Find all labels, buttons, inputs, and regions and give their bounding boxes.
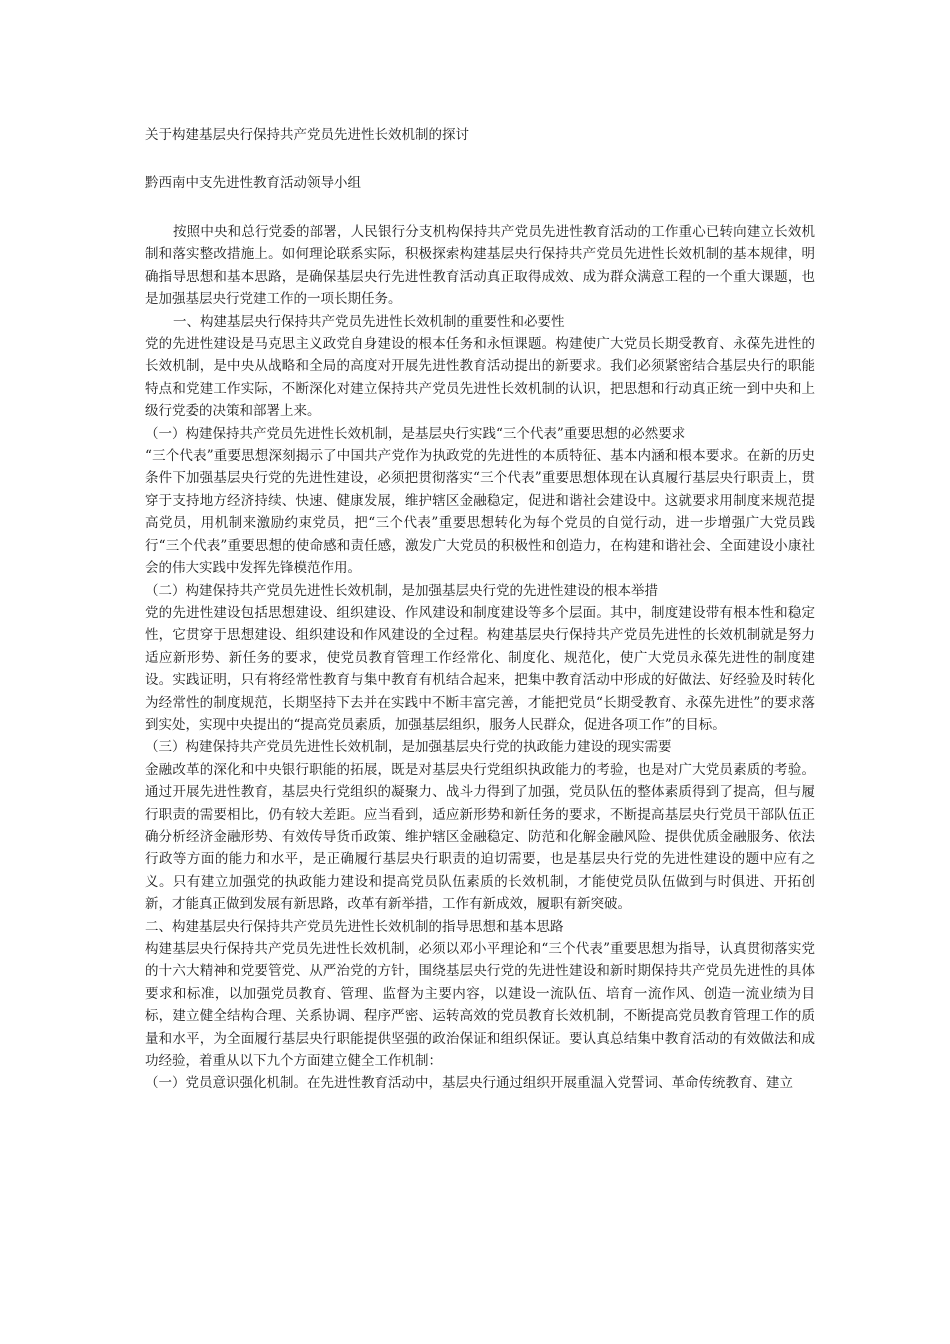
subsection-heading-2-1: （一）党员意识强化机制。在先进性教育活动中，基层央行通过组织开展重温入党誓词、革命传统教育、建立 bbox=[145, 1075, 793, 1092]
subsection-heading-1-3: （三）构建保持共产党员先进性长效机制，是加强基层央行党的执政能力建设的现实需要 bbox=[145, 739, 672, 756]
document-title: 关于构建基层央行保持共产党员先进性长效机制的探讨 bbox=[145, 127, 469, 143]
body-paragraph-intro: 按照中央和总行党委的部署，人民银行分支机构保持共产党员先进性教育活动的工作重心已转向建立长效机制和落实整改措施上。如何理论联系实际，积极探索构建基层央行保持共产党员先进性长效机制的基本规律，明确指导思想和基本思路，是确保基层央行先进性教育活动真正取得成效、成为群众满意工程的一个重大课题，也是加强基层央行党建工作的一项长期任务。 bbox=[145, 224, 815, 308]
body-paragraph: 党的先进性建设包括思想建设、组织建设、作风建设和制度建设等多个层面。其中，制度建设带有根本性和稳定性，它贯穿于思想建设、组织建设和作风建设的全过程。构建基层央行保持共产党员先进性的长效机制就是努力适应新形势、新任务的要求，使党员教育管理工作经常化、制度化、规范化，使广大党员永葆先进性的制度建设。实践证明，只有将经常性教育与集中教育有机结合起来，把集中教育活动中形成的好做法、好经验及时转化为经常性的制度规范，长期坚持下去并在实践中不断丰富完善，才能把党员“长期受教育、永葆先进性”的要求落到实处，实现中央提出的“提高党员素质，加强基层组织，服务人民群众，促进各项工作”的目标。 bbox=[145, 604, 815, 733]
subsection-heading-1-1: （一）构建保持共产党员先进性长效机制，是基层央行实践“三个代表”重要思想的必然要求 bbox=[145, 425, 686, 442]
document-body bbox=[145, 221, 815, 1095]
body-paragraph: 构建基层央行保持共产党员先进性长效机制，必须以邓小平理论和“三个代表”重要思想为指导，认真贯彻落实党的十六大精神和党要管党、从严治党的方针，围绕基层央行党的先进性建设和新时期保持共产党员先进性的具体要求和标准，以加强党员教育、管理、监督为主要内容，以建设一流队伍、培育一流作风、创造一流业绩为目标，建立健全结构合理、关系协调、程序严密、运转高效的党员教育长效机制，不断提高党员教育管理工作的质量和水平，为全面履行基层央行职能提供坚强的政治保证和组织保证。要认真总结集中教育活动的有效做法和成功经验，着重从以下九个方面建立健全工作机制： bbox=[145, 941, 815, 1070]
subsection-heading-1-2: （二）构建保持共产党员先进性长效机制，是加强基层央行党的先进性建设的根本举措 bbox=[145, 582, 658, 599]
body-paragraph: “三个代表”重要思想深刻揭示了中国共产党作为执政党的先进性的本质特征、基本内涵和根本要求。在新的历史条件下加强基层央行党的先进性建设，必须把贯彻落实“三个代表”重要思想体现在认真履行基层央行职责上，贯穿于支持地方经济持续、快速、健康发展，维护辖区金融稳定，促进和谐社会建设中。这就要求用制度来规范提高党员，用机制来激励约束党员，把“三个代表”重要思想转化为每个党员的自觉行动，进一步增强广大党员践行“三个代表”重要思想的使命感和责任感，激发广大党员的积极性和创造力，在构建和谐社会、全面建设小康社会的伟大实践中发挥先锋模范作用。 bbox=[145, 448, 815, 577]
document-organization: 黔西南中支先进性教育活动领导小组 bbox=[145, 175, 361, 191]
section-heading-1: 一、构建基层央行保持共产党员先进性长效机制的重要性和必要性 bbox=[173, 313, 565, 330]
body-paragraph: 党的先进性建设是马克思主义政党自身建设的根本任务和永恒课题。构建使广大党员长期受教育、永葆先进性的长效机制，是中央从战略和全局的高度对开展先进性教育活动提出的新要求。我们必须紧密结合基层央行的职能特点和党建工作实际，不断深化对建立保持共产党员先进性长效机制的认识，把思想和行动真正统一到中央和上级行党委的决策和部署上来。 bbox=[145, 336, 815, 420]
body-paragraph: 金融改革的深化和中央银行职能的拓展，既是对基层央行党组织执政能力的考验，也是对广大党员素质的考验。通过开展先进性教育，基层央行党组织的凝聚力、战斗力得到了加强，党员队伍的整体素质得到了提高，但与履行职责的需要相比，仍有较大差距。应当看到，适应新形势和新任务的要求，不断提高基层央行党员干部队伍正确分析经济金融形势、有效传导货币政策、维护辖区金融稳定、防范和化解金融风险、提供优质金融服务、依法行政等方面的能力和水平，是正确履行基层央行职责的迫切需要，也是基层央行党的先进性建设的题中应有之义。只有建立加强党的执政能力建设和提高党员队伍素质的长效机制，才能使党员队伍做到与时俱进、开拓创新，才能真正做到发展有新思路，改革有新举措，工作有新成效，履职有新突破。 bbox=[145, 761, 815, 913]
section-heading-2: 二、构建基层央行保持共产党员先进性长效机制的指导思想和基本思路 bbox=[145, 918, 564, 935]
